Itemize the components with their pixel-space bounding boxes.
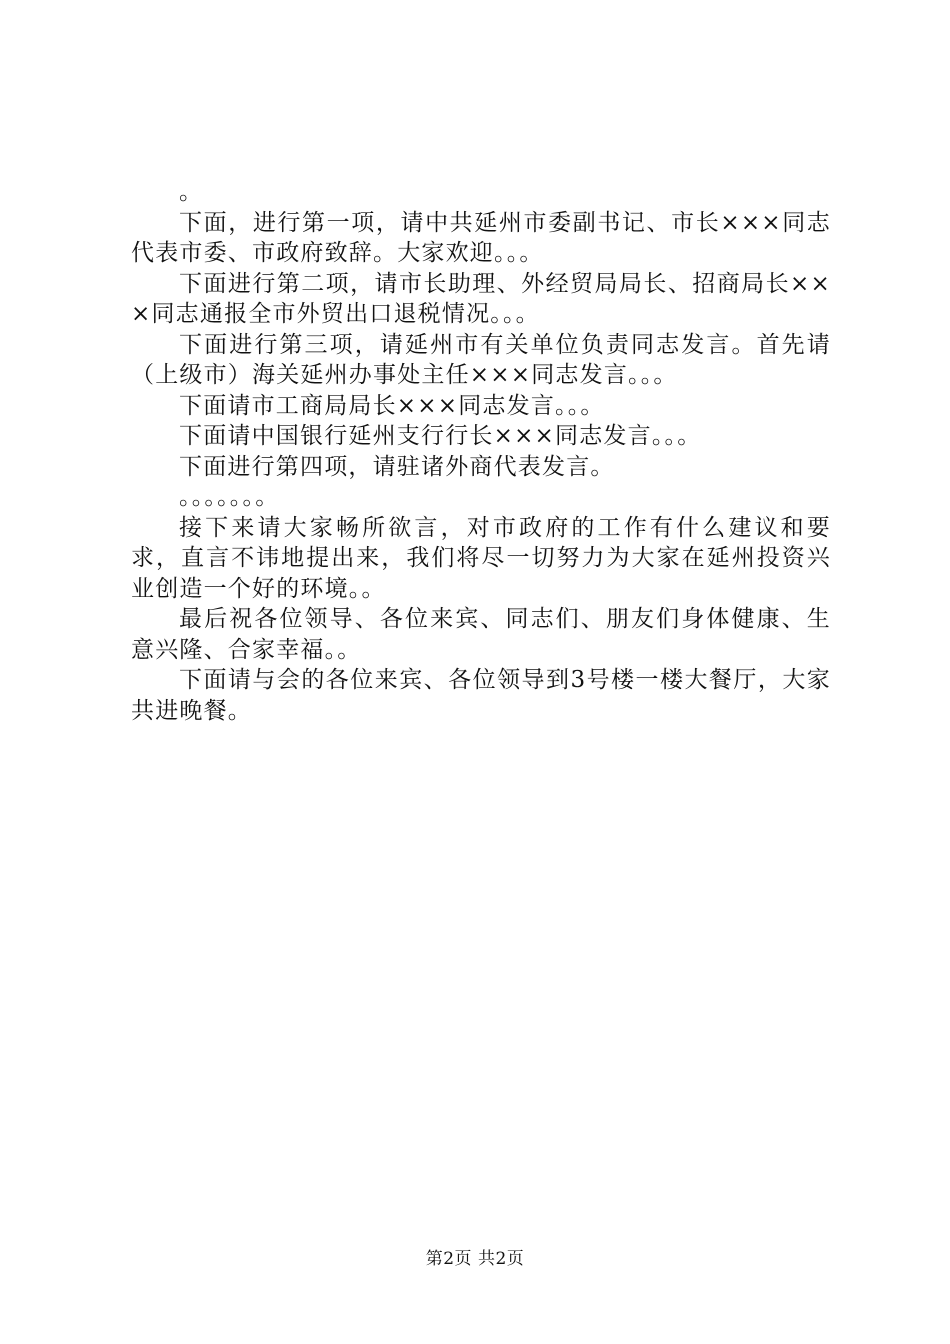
paragraph-8: 。。。。。。。 <box>179 484 280 510</box>
page-footer: 第2页 共2页 <box>425 1249 525 1269</box>
paragraph-2: 下面，进行第一项，请中共延州市委副书记、市长×××同志代表市委、市政府致辞。大家欢迎。。。 <box>131 209 831 266</box>
paragraph-5: 下面请市工商局局长×××同志发言。。。 <box>179 392 605 419</box>
paragraph-11: 下面请与会的各位来宾、各位领导到3号楼一楼大餐厅，大家共进晚餐。 <box>131 667 831 724</box>
paragraph-6: 下面请中国银行延州支行行长×××同志发言。。。 <box>179 423 702 449</box>
paragraph-9: 接下来请大家畅所欲言，对市政府的工作有什么建议和要求，直言不讳地提出来，我们将尽一切努力为大家在延州投资兴业创造一个好的环境。。 <box>131 514 831 602</box>
document-body <box>131 177 831 726</box>
paragraph-4: 下面进行第三项，请延州市有关单位负责同志发言。首先请（上级市）海关延州办事处主任×××同志发言。。。 <box>131 331 831 388</box>
paragraph-7: 下面进行第四项，请驻诸外商代表发言。 <box>179 453 615 480</box>
paragraph-1: 。 <box>179 179 204 205</box>
paragraph-10: 最后祝各位领导、各位来宾、同志们、朋友们身体健康、生意兴隆、合家幸福。。 <box>131 606 831 663</box>
paragraph-3: 下面进行第二项，请市长助理、外经贸局局长、招商局长×××同志通报全市外贸出口退税情况。。。 <box>131 270 831 327</box>
